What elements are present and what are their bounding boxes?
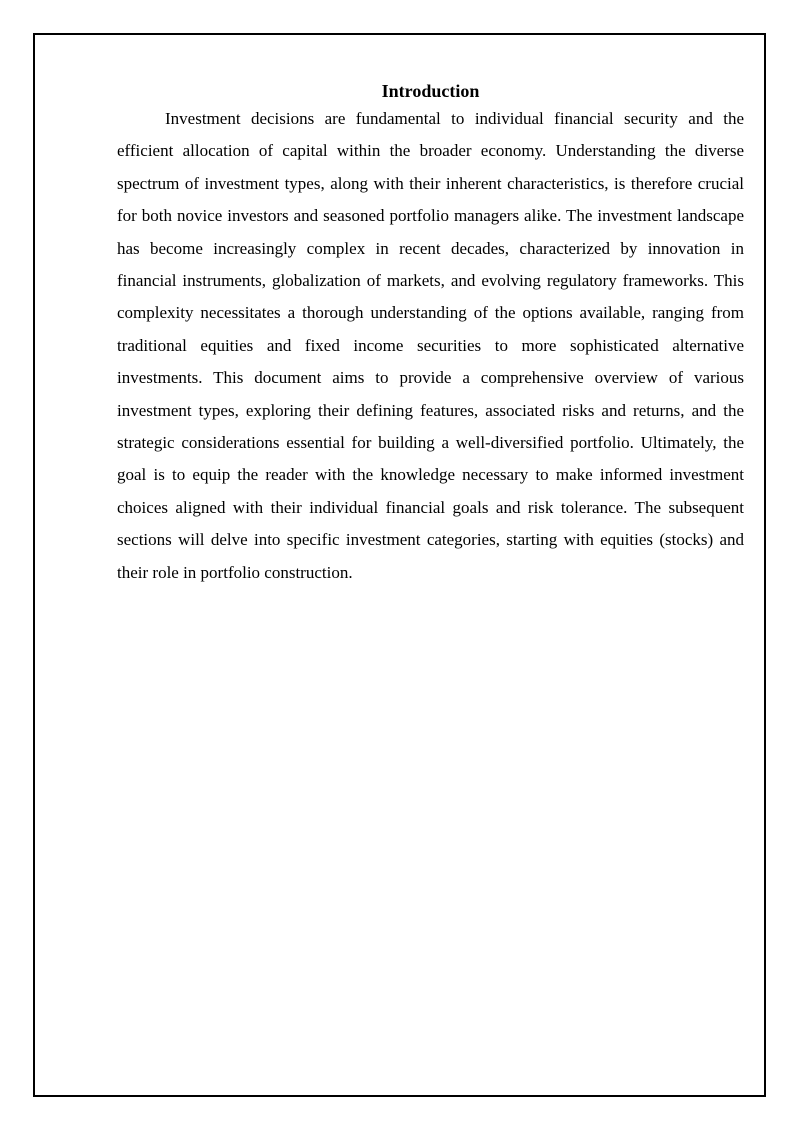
page-border xyxy=(33,33,766,1097)
section-heading: Introduction xyxy=(381,81,480,101)
page-content xyxy=(117,79,744,589)
introduction-paragraph: Investment decisions are fundamental to individual financial security and the efficient allocation of capital within the broader economy. Understanding the diverse spectrum of investment types, along with their inherent characteristics, is therefore crucial for both novice investors and seasoned portfolio managers alike. The investment landscape has become increasingly complex in recent decades, characterized by innovation in financial instruments, globalization of markets, and evolving regulatory frameworks. This complexity necessitates a thorough understanding of the options available, ranging from traditional equities and fixed income securities to more sophisticated alternative investments. This document aims to provide a comprehensive overview of various investment types, exploring their defining features, associated risks and returns, and the strategic considerations essential for building a well-diversified portfolio. Ultimately, the goal is to equip the reader with the knowledge necessary to make informed investment choices aligned with their individual financial goals and risk tolerance. The subsequent sections will delve into specific investment categories, starting with equities (stocks) and their role in portfolio construction. xyxy=(117,109,744,582)
